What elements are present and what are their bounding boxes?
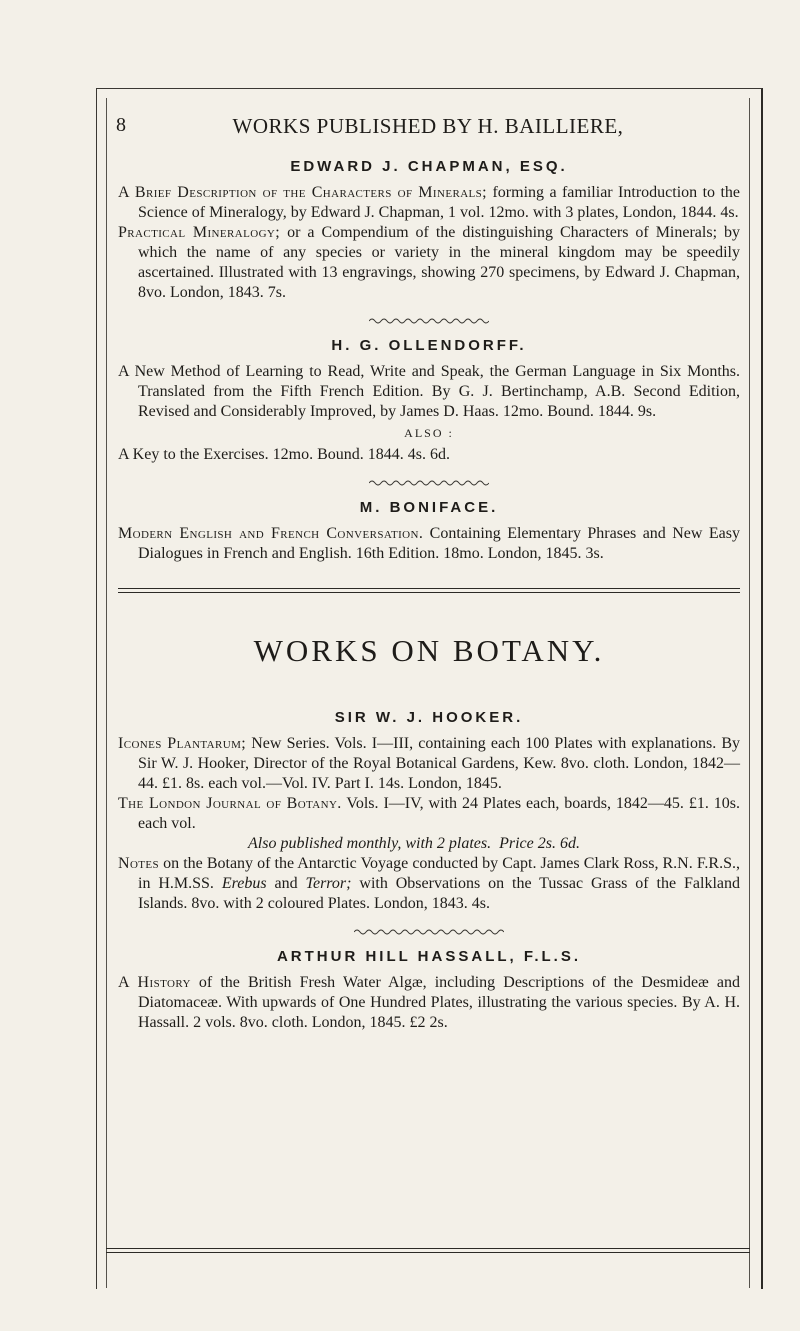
author-heading-chapman: EDWARD J. CHAPMAN, ESQ. bbox=[290, 158, 568, 175]
also-label: ALSO : bbox=[404, 426, 454, 440]
section-rule bbox=[118, 592, 740, 593]
entry-text: and bbox=[266, 875, 306, 892]
catalogue-entry bbox=[118, 183, 740, 223]
entry-title: A Brief Description of the Characters of Minerals; bbox=[118, 184, 488, 201]
entry-text: Containing Elementary Phrases and New Easy Dialogues in French and English. 16th Edition. 18mo. London, 1845. 3s. bbox=[138, 525, 740, 562]
section-rule bbox=[118, 588, 740, 589]
entry-title: Practical Mineralogy; bbox=[118, 224, 281, 241]
entry-text: New Series. Vols. I—III, containing each 100 Plates with explanations. By Sir W. J. Hooker, Director of the Royal Botanical Gardens, Kew. 8vo. cloth. London, 1842—44. £1. 8s. each vol.—Vol. IV. Part I. 14s. London, 1845. bbox=[138, 735, 741, 792]
ship-name: Erebus bbox=[221, 875, 267, 892]
entry-title: A History bbox=[118, 974, 191, 991]
entry-text: forming a familiar Introduction to the Science of Mineralogy, by Edward J. Chapman, 1 vol. 12mo. with 3 plates, London, 1844. 4s. bbox=[138, 184, 741, 221]
page-content bbox=[118, 158, 740, 1033]
entry-text: Vols. I—IV, with 24 Plates each, boards, 1842—45. £1. 10s. each vol. bbox=[138, 795, 740, 832]
entry-text: with Observations on the Tussac Grass of the Falkland Islands. 8vo. with 2 coloured Plates. London, 1843. 4s. bbox=[138, 875, 740, 912]
author-heading-ollendorff: H. G. OLLENDORFF. bbox=[331, 337, 527, 354]
page-number: 8 bbox=[116, 114, 126, 136]
catalogue-entry bbox=[118, 734, 740, 794]
entry-note-text: Also published monthly, with 2 plates. bbox=[248, 835, 492, 852]
page bbox=[96, 88, 760, 1268]
entry-note-price: Price 2s. 6d. bbox=[499, 835, 580, 852]
ship-name: Terror; bbox=[305, 875, 352, 892]
bottom-rule bbox=[106, 1248, 750, 1249]
catalogue-entry bbox=[118, 854, 740, 914]
author-heading-hassall: ARTHUR HILL HASSALL, F.L.S. bbox=[276, 948, 582, 965]
entry-title: Icones Plantarum; bbox=[118, 735, 247, 752]
entry-note bbox=[118, 834, 740, 854]
page-header bbox=[116, 110, 740, 140]
author-heading-boniface: M. BONIFACE. bbox=[359, 499, 499, 516]
entry-text: of the British Fresh Water Algæ, including Descriptions of the Desmideæ and Diatomaceæ. With upwards of One Hundred Plates, illustrating the various species. By A. H. Hassall. 2 vols. 8vo. cloth. London, 1845. £2 2s. bbox=[138, 974, 741, 1031]
catalogue-entry bbox=[118, 524, 740, 564]
wavy-divider bbox=[354, 928, 504, 936]
catalogue-entry bbox=[118, 223, 740, 303]
running-title: WORKS PUBLISHED BY H. BAILLIERE, bbox=[232, 114, 624, 138]
entry-title: Notes bbox=[118, 855, 160, 872]
wavy-divider bbox=[369, 317, 489, 325]
catalogue-entry: A Key to the Exercises. 12mo. Bound. 1844. 4s. 6d. bbox=[118, 446, 450, 463]
bottom-rule bbox=[106, 1252, 750, 1253]
entry-text: on the Botany of the Antarctic Voyage conducted by Capt. James Clark Ross, R.N. F.R.S., in H.M.SS. bbox=[138, 855, 740, 892]
entry-text: or a Compendium of the distinguishing Characters of Minerals; by which the name of any species or variety in the mineral kingdom may be speedily ascertained. Illustrated with 13 engravings, showing 270 specimens, by Edward J. Chapman, 8vo. London, 1843. 7s. bbox=[138, 224, 740, 301]
author-heading-hooker: SIR W. J. HOOKER. bbox=[334, 709, 524, 726]
wavy-divider bbox=[369, 479, 489, 487]
catalogue-entry bbox=[118, 973, 740, 1033]
section-title: WORKS ON BOTANY. bbox=[253, 633, 605, 668]
entry-title: Modern English and French Conversation. bbox=[118, 525, 424, 542]
entry-title: The London Journal of Botany. bbox=[118, 795, 342, 812]
catalogue-entry: A New Method of Learning to Read, Write and Speak, the German Language in Six Months. Translated from the Fifth French Edition. By G. J. Bertinchamp, A.B. Second Edition, Revised and Considerably Improved, by James D. Haas. 12mo. Bound. 1844. 9s. bbox=[118, 363, 740, 420]
catalogue-entry bbox=[118, 794, 740, 834]
